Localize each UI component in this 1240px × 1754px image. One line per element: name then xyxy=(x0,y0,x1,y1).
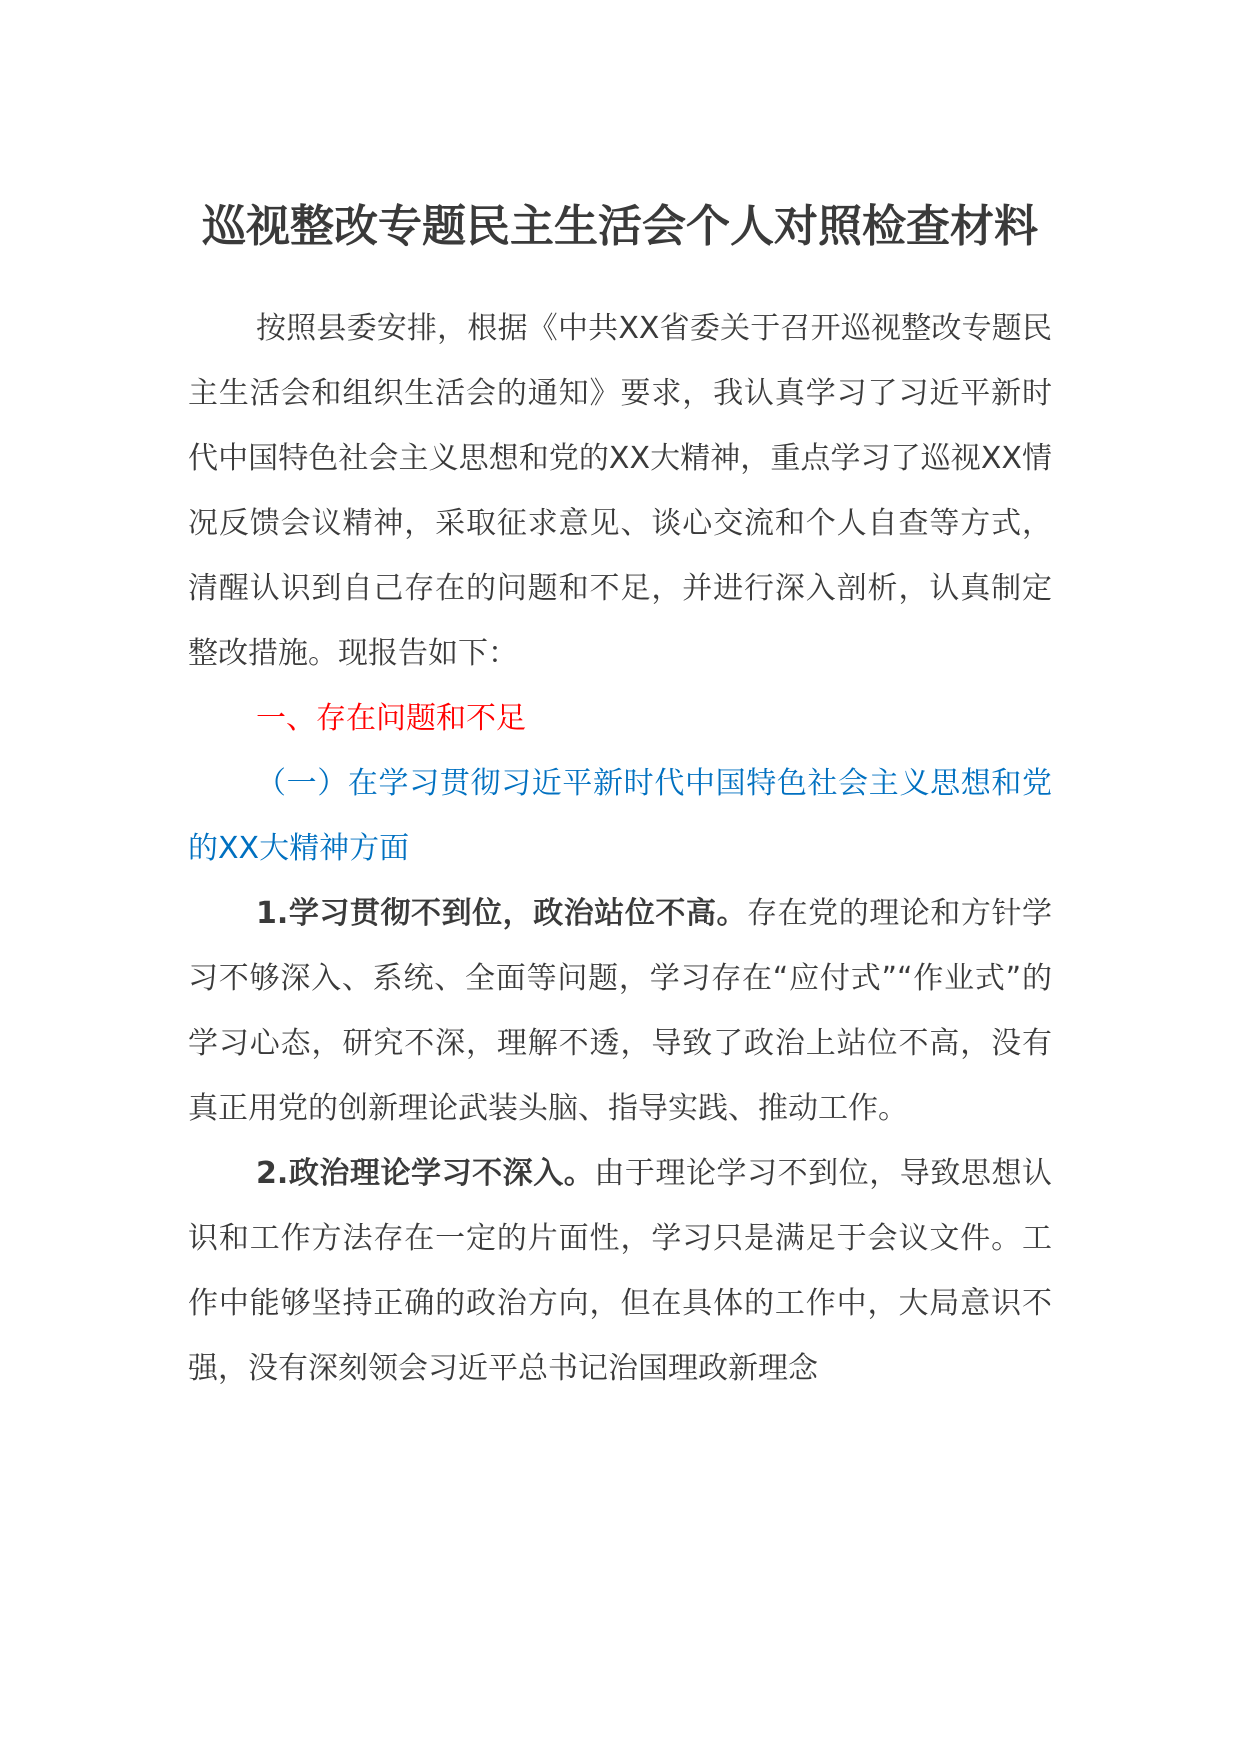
subsection-heading-study: （一）在学习贯彻习近平新时代中国特色社会主义思想和党的XX大精神方面 xyxy=(188,766,1052,866)
item-paragraph-2 xyxy=(188,1141,1052,1401)
item-paragraph-1 xyxy=(188,881,1052,1141)
item-2-lead: 2.政治理论学习不深入。 xyxy=(256,1156,595,1191)
item-1-lead: 1.学习贯彻不到位，政治站位不高。 xyxy=(256,896,748,931)
section-heading-problems: 一、存在问题和不足 xyxy=(256,701,526,736)
item-2-text: 由于理论学习不到位，导致思想认识和工作方法存在一定的片面性，学习只是满足于会议文件。工作中能够坚持正确的政治方向，但在具体的工作中，大局意识不强，没有深刻领会习近平总书记治国理政新理念 xyxy=(188,1156,1052,1386)
item-1-text: 存在党的理论和方针学习不够深入、系统、全面等问题，学习存在“应付式”“作业式”的学习心态，研究不深，理解不透，导致了政治上站位不高，没有真正用党的创新理论武装头脑、指导实践、推动工作。 xyxy=(188,896,1053,1126)
intro-paragraph: 按照县委安排，根据《中共XX省委关于召开巡视整改专题民主生活会和组织生活会的通知》要求，我认真学习了习近平新时代中国特色社会主义思想和党的XX大精神，重点学习了巡视XX情况反馈会议精神，采取征求意见、谈心交流和个人自查等方式，清醒认识到自己存在的问题和不足，并进行深入剖析，认真制定整改措施。现报告如下： xyxy=(188,311,1052,671)
document-body xyxy=(188,296,1052,1401)
document-title: 巡视整改专题民主生活会个人对照检查材料 xyxy=(202,201,1038,252)
